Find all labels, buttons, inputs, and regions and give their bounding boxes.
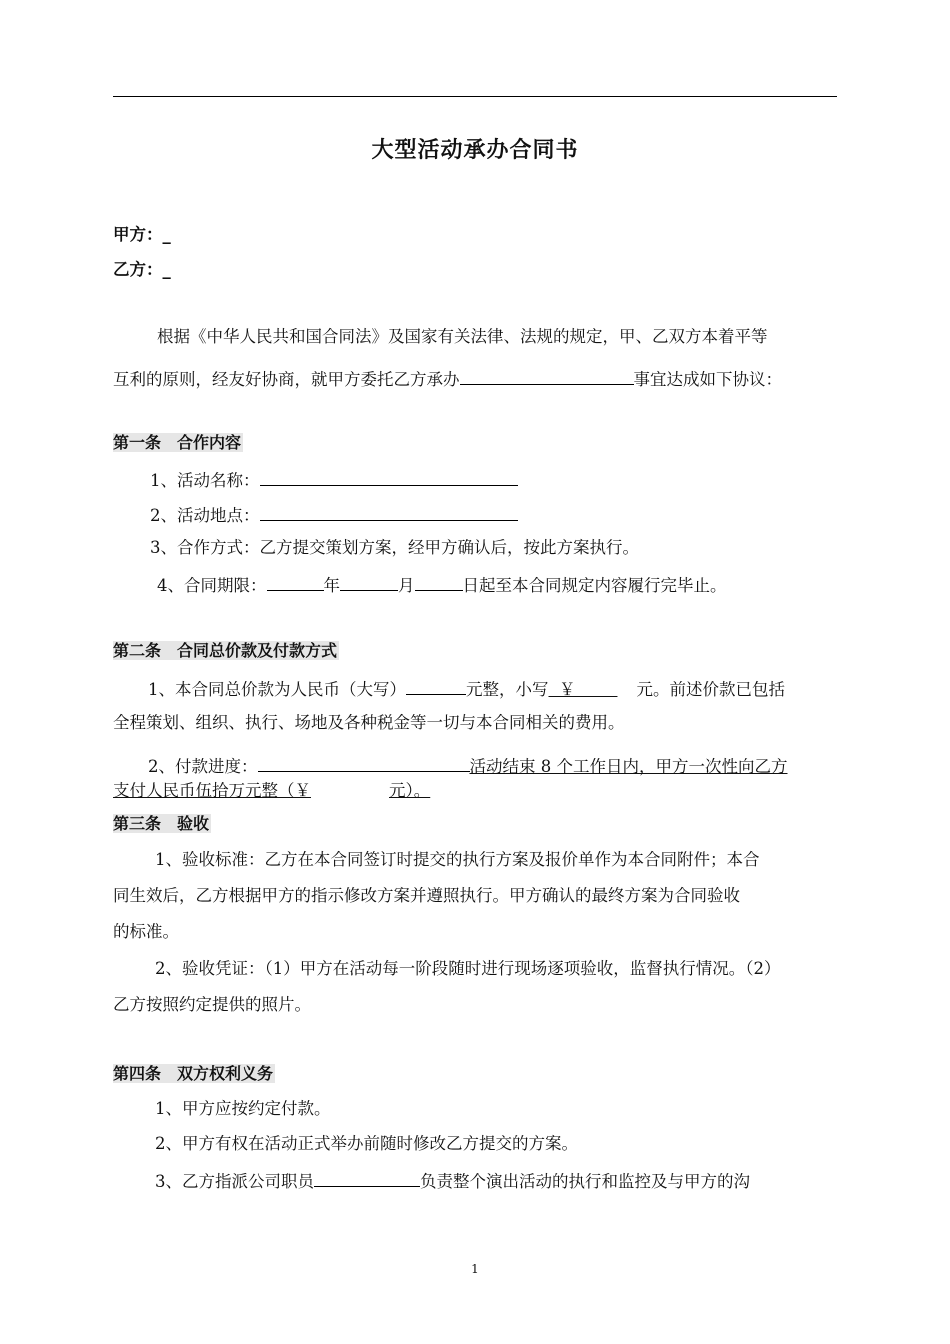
- price-uppercase-blank[interactable]: [406, 676, 466, 695]
- contract-term-label: 4、合同期限：: [157, 576, 267, 595]
- party-b-label: 乙方：_: [113, 260, 171, 279]
- staff-assignment-text: 负责整个演出活动的执行和监控及与甲方的沟: [420, 1172, 750, 1191]
- payment-amount-end: 元）。: [389, 781, 431, 800]
- article-2-item-2: [148, 753, 788, 778]
- payment-amount-blank[interactable]: [311, 780, 389, 802]
- preamble-line-2: [113, 366, 782, 391]
- article-4-heading-row: [113, 1063, 275, 1085]
- month-label: 月: [398, 576, 415, 595]
- article-3-item-1-line-2: 同生效后，乙方根据甲方的指示修改方案并遵照执行。甲方确认的最终方案为合同验收: [113, 886, 740, 905]
- price-includes-text: 元。前述价款已包括: [636, 680, 785, 699]
- price-lowercase-label: 元整，小写: [466, 680, 549, 699]
- article-3-item-1-line-3: 的标准。: [113, 922, 179, 941]
- article-3-heading: 第三条 验收: [113, 814, 210, 833]
- article-3-item-2-line-2: 乙方按照约定提供的照片。: [113, 995, 311, 1014]
- article-3-item-2-line-1: 2、验收凭证：（1）甲方在活动每一阶段随时进行现场逐项验收，监督执行情况。（2）: [155, 959, 781, 978]
- payment-schedule-blank[interactable]: [258, 753, 470, 772]
- payment-schedule-text: [258, 757, 788, 776]
- activity-name-label: 1、活动名称：: [150, 471, 260, 490]
- payment-schedule-label: 2、付款进度：: [148, 757, 258, 776]
- article-2-item-1: [148, 676, 785, 701]
- staff-assignment-label: 3、乙方指派公司职员: [155, 1172, 314, 1191]
- page-number: 1: [471, 1262, 479, 1276]
- activity-venue-blank[interactable]: [260, 502, 518, 521]
- year-label: 年: [323, 576, 340, 595]
- article-3-item-1-line-1: 1、验收标准：乙方在本合同签订时提交的执行方案及报价单作为本合同附件；本合: [155, 850, 760, 869]
- document-title: 大型活动承办合同书: [371, 138, 579, 163]
- month-blank[interactable]: [340, 572, 398, 591]
- article-1-heading: 第一条 合作内容: [113, 433, 242, 452]
- payment-amount-text: 支付人民币伍拾万元整（￥: [113, 781, 311, 800]
- article-4-item-1: 1、甲方应按约定付款。: [155, 1099, 331, 1118]
- activity-name-blank[interactable]: [260, 467, 518, 486]
- header-rule: [113, 96, 837, 97]
- year-blank[interactable]: [267, 572, 324, 591]
- party-a-label: 甲方：_: [113, 225, 171, 244]
- payment-schedule-detail: 活动结束 8 个工作日内，甲方一次性向乙方: [469, 757, 788, 776]
- contract-term-end: 日起至本合同规定内容履行完毕止。: [462, 576, 727, 595]
- article-2-item-2-line-2: [113, 780, 430, 802]
- article-2-heading-row: [113, 640, 339, 662]
- article-2-heading: 第二条 合同总价款及付款方式: [113, 641, 338, 660]
- article-1-item-4: [157, 572, 727, 597]
- staff-name-blank[interactable]: [314, 1168, 420, 1187]
- article-1-item-3: 3、合作方式：乙方提交策划方案，经甲方确认后，按此方案执行。: [150, 538, 639, 557]
- article-4-heading: 第四条 双方权利义务: [113, 1064, 274, 1083]
- day-blank[interactable]: [415, 572, 463, 591]
- price-lowercase-blank[interactable]: [549, 679, 637, 701]
- article-4-item-3: [155, 1168, 750, 1193]
- preamble-line-1: 根据《中华人民共和国合同法》及国家有关法律、法规的规定，甲、乙双方本着平等: [157, 327, 768, 346]
- entrusted-matter-blank[interactable]: [460, 366, 634, 385]
- preamble-text-start: 互利的原则，经友好协商，就甲方委托乙方承办: [113, 370, 460, 389]
- article-2-item-1-line-2: 全程策划、组织、执行、场地及各种税金等一切与本合同相关的费用。: [113, 713, 625, 732]
- preamble-text-end: 事宜达成如下协议：: [633, 370, 782, 389]
- article-3-heading-row: [113, 813, 211, 835]
- article-1-heading-row: [113, 432, 243, 454]
- activity-venue-label: 2、活动地点：: [150, 506, 260, 525]
- article-1-item-1: [150, 467, 518, 492]
- article-4-item-2: 2、甲方有权在活动正式举办前随时修改乙方提交的方案。: [155, 1134, 578, 1153]
- article-1-item-2: [150, 502, 518, 527]
- total-price-label: 1、本合同总价款为人民币（大写）: [148, 680, 406, 699]
- yen-sign: ￥: [559, 680, 576, 699]
